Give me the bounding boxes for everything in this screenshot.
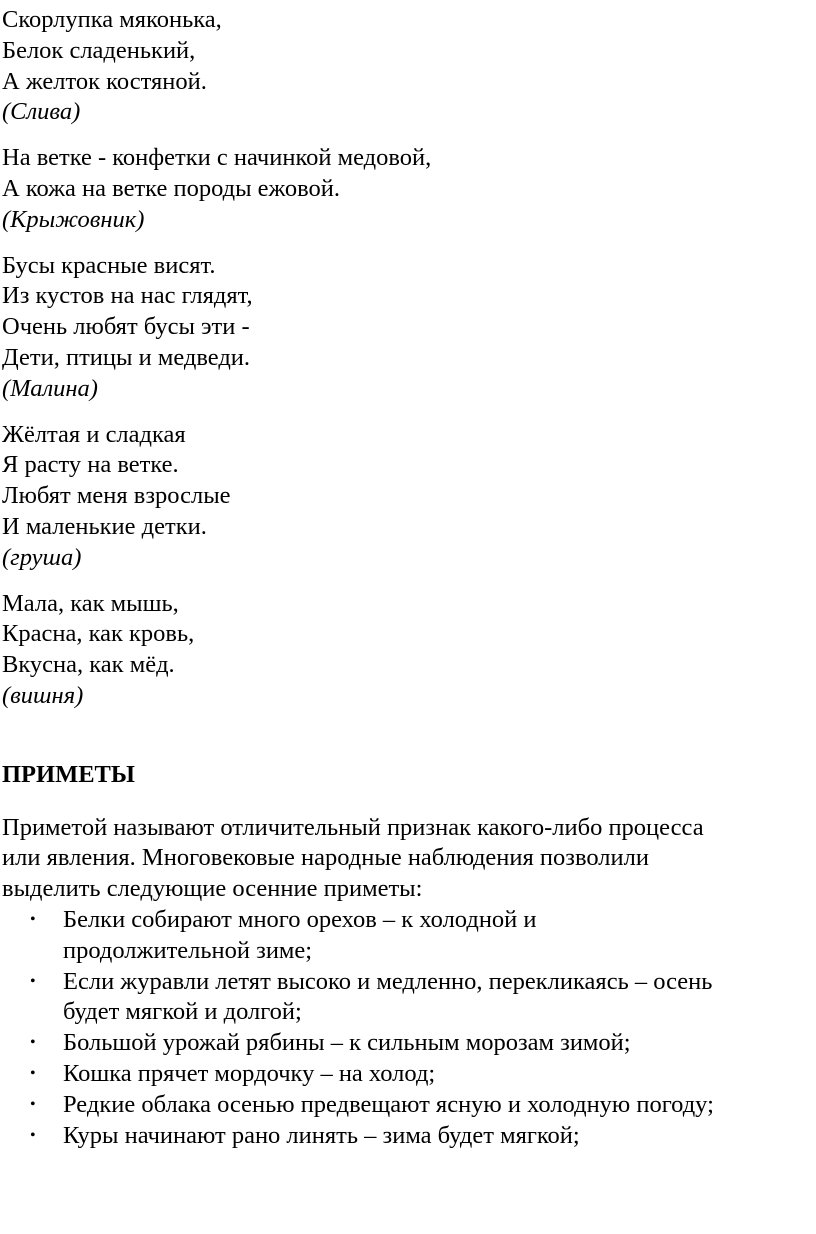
riddle-raspberry (2, 251, 812, 405)
riddle-cherry (2, 589, 812, 712)
riddle-answer: (груша) (2, 543, 82, 571)
bullet-icon: • (30, 910, 36, 928)
riddle-line: Скорлупка мяконька, (2, 6, 222, 33)
section-intro (2, 813, 812, 905)
riddle-plum (2, 5, 812, 128)
riddle-answer: (Слива) (2, 98, 81, 126)
riddle-line: А кожа на ветке породы ежовой. (2, 174, 340, 202)
riddle-line: Очень любят бусы эти - (2, 313, 250, 341)
list-item-line: продолжительной зиме; (63, 936, 313, 964)
bullet-icon: • (30, 1095, 36, 1113)
section-heading: ПРИМЕТЫ (2, 760, 135, 788)
list-item (2, 1028, 812, 1059)
list-item-line: Белки собирают много орехов – к холодной и (63, 905, 537, 933)
document-page (2, 5, 812, 1151)
intro-line: Приметой называют отличительный признак какого-либо процесса (2, 813, 704, 841)
bullet-icon: • (30, 1064, 36, 1082)
bullet-icon: • (30, 1126, 36, 1144)
riddle-line: Из кустов на нас глядят, (2, 282, 253, 310)
riddle-line: Жёлтая и сладкая (2, 420, 186, 448)
riddle-line: И маленькие детки. (2, 512, 207, 540)
riddle-gooseberry (2, 143, 812, 235)
list-item (2, 1059, 812, 1090)
list-item-line: Куры начинают рано линять – зима будет мягкой; (63, 1121, 580, 1149)
list-item (2, 967, 812, 1029)
riddle-line: Белок сладенький, (2, 36, 196, 64)
riddle-line: Бусы красные висят. (2, 251, 216, 279)
list-item-line: Редкие облака осенью предвещают ясную и холодную погоду; (63, 1090, 714, 1118)
riddle-pear (2, 420, 812, 574)
riddle-answer: (вишня) (2, 681, 84, 709)
bullet-icon: • (30, 1034, 36, 1052)
list-item (2, 1121, 812, 1152)
riddle-line: Я расту на ветке. (2, 451, 179, 479)
list-item-line: будет мягкой и долгой; (63, 998, 302, 1026)
riddle-answer: (Крыжовник) (2, 205, 145, 233)
list-item-line: Если журавли летят высоко и медленно, перекликаясь – осень (63, 967, 713, 995)
riddle-line: Мала, как мышь, (2, 589, 179, 617)
riddle-answer: (Малина) (2, 374, 98, 402)
bullet-icon: • (30, 972, 36, 990)
riddle-line: Красна, как кровь, (2, 620, 195, 648)
intro-line: выделить следующие осенние приметы: (2, 875, 423, 903)
list-item (2, 905, 812, 967)
intro-line: или явления. Многовековые народные наблюдения позволили (2, 844, 649, 872)
riddle-line: На ветке - конфетки с начинкой медовой, (2, 144, 432, 172)
list-item (2, 1090, 812, 1121)
riddle-line: Вкусна, как мёд. (2, 651, 175, 679)
list-item-line: Большой урожай рябины – к сильным морозам зимой; (63, 1029, 631, 1057)
list-item-line: Кошка прячет мордочку – на холод; (63, 1059, 436, 1087)
signs-list (2, 905, 812, 1151)
riddle-line: Дети, птицы и медведи. (2, 343, 251, 371)
riddle-line: А желток костяной. (2, 67, 207, 95)
riddle-line: Любят меня взрослые (2, 482, 231, 510)
